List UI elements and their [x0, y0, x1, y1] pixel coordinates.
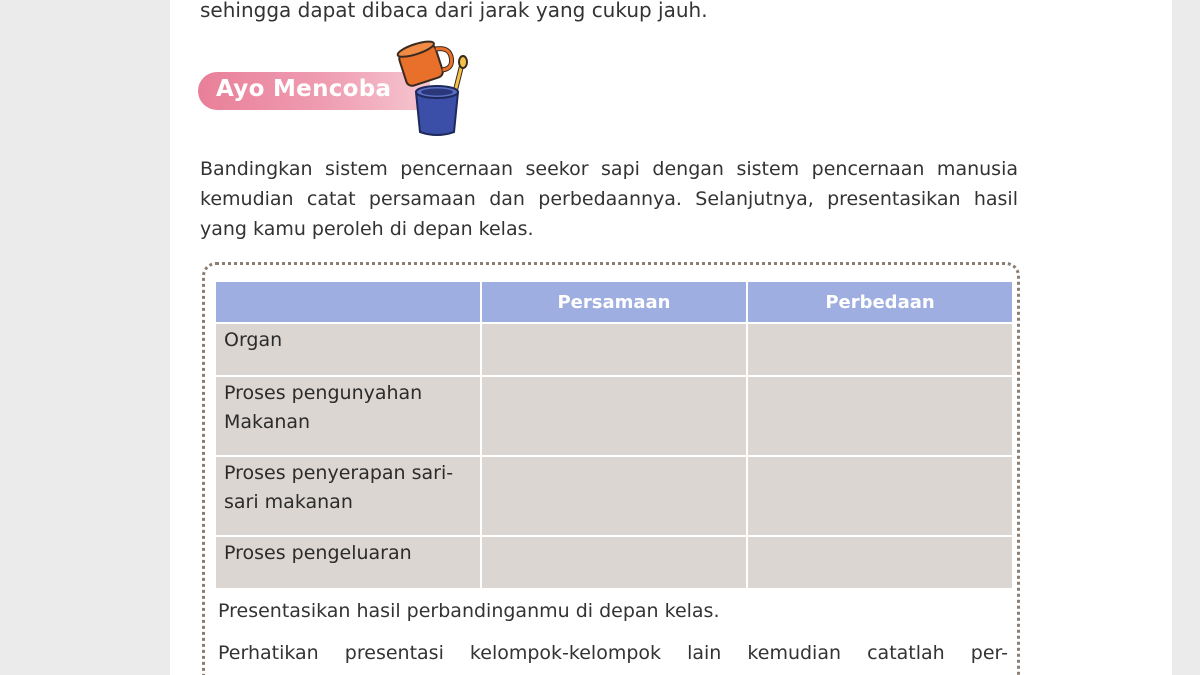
perbedaan-cell[interactable]: [747, 456, 1013, 536]
perbedaan-cell[interactable]: [747, 323, 1013, 376]
intro-text: sehingga dapat dibaca dari jarak yang cukup jauh.: [200, 0, 708, 22]
persamaan-cell[interactable]: [481, 456, 747, 536]
row-label: Organ: [215, 323, 481, 376]
instruction-paragraph: Bandingkan sistem pencernaan seekor sapi dengan sistem pencernaan manusia kemudian catat persamaan dan perbedaannya. Selanjutnya, presentasikan hasil yang kamu peroleh di depan kelas.: [200, 158, 1018, 240]
perbedaan-cell[interactable]: [747, 536, 1013, 589]
table-row: [215, 456, 1013, 536]
observation-instruction: Perhatikan presentasi kelompok-kelompok lain kemudian catatlah per-: [218, 642, 1008, 664]
persamaan-cell[interactable]: [481, 323, 747, 376]
left-margin: [0, 0, 170, 675]
table-row: [215, 323, 1013, 376]
presentation-instruction: Presentasikan hasil perbandinganmu di depan kelas.: [218, 600, 720, 622]
row-label: Proses penyerapan sari-sari makanan: [215, 456, 481, 536]
header-perbedaan: Perbedaan: [747, 281, 1013, 323]
mug-and-cup-icon: [392, 30, 482, 140]
persamaan-cell[interactable]: [481, 536, 747, 589]
row-label: Proses pengeluaran: [215, 536, 481, 589]
comparison-table: [214, 280, 1014, 590]
table-row: [215, 536, 1013, 589]
header-empty: [215, 281, 481, 323]
section-title: Ayo Mencoba: [216, 76, 392, 102]
right-margin: [1172, 0, 1200, 675]
row-label: Proses pengunyahan Makanan: [215, 376, 481, 456]
book-page: [170, 0, 1172, 675]
table-row: [215, 376, 1013, 456]
header-persamaan: Persamaan: [481, 281, 747, 323]
perbedaan-cell[interactable]: [747, 376, 1013, 456]
persamaan-cell[interactable]: [481, 376, 747, 456]
table-header-row: [215, 281, 1013, 323]
